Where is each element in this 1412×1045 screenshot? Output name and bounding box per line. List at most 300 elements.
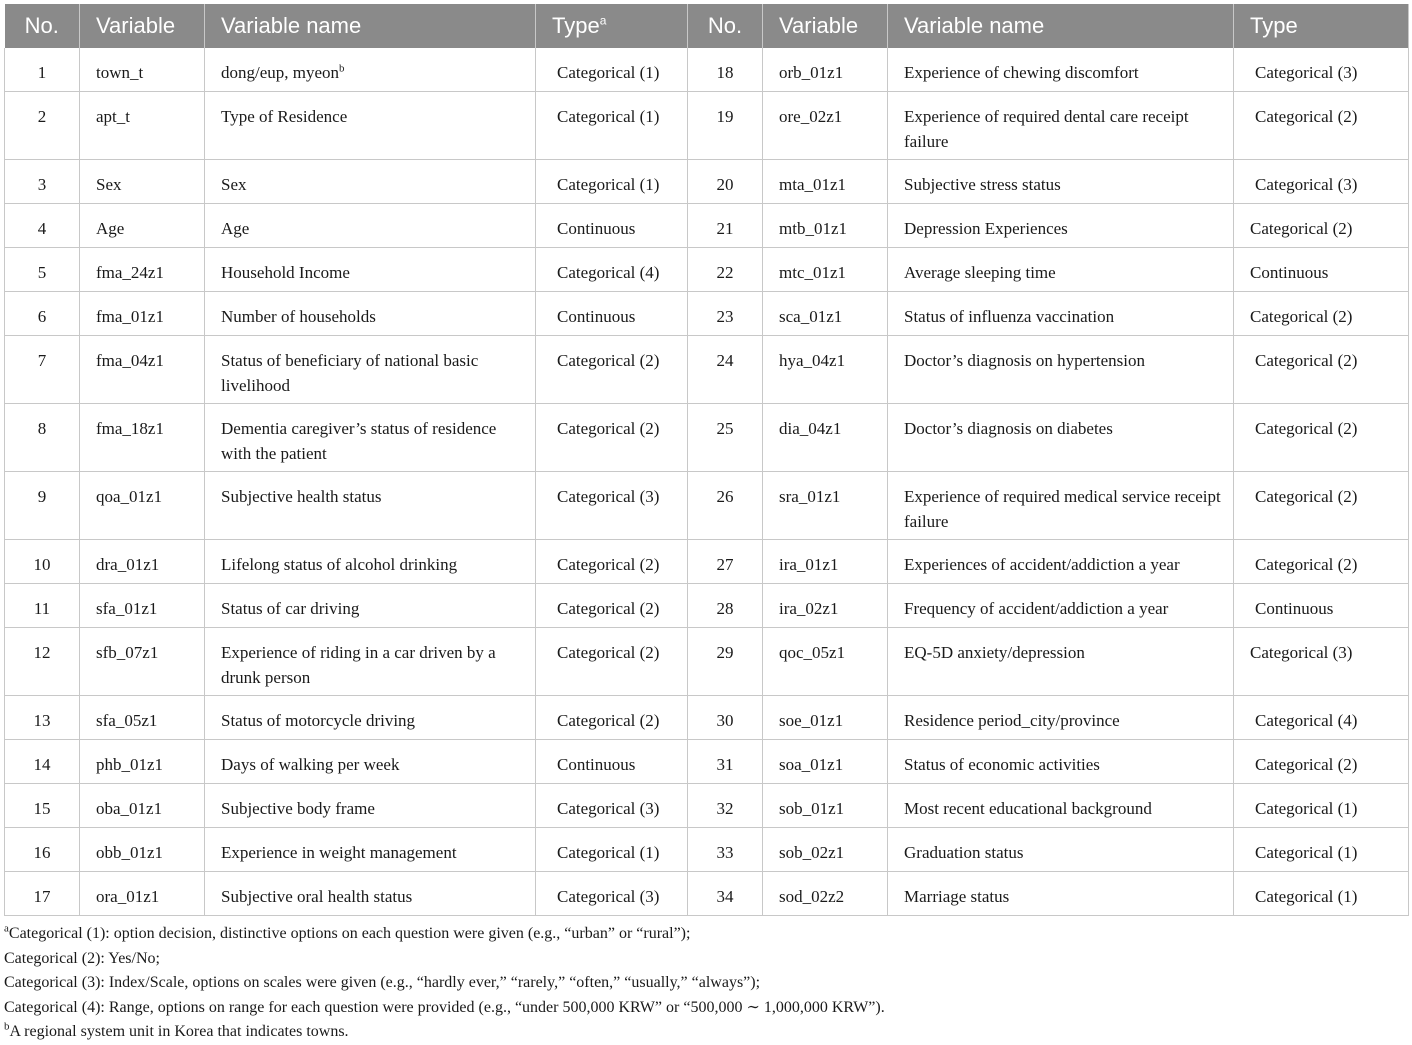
cell-type <box>1234 336 1409 404</box>
cell-no <box>5 404 80 472</box>
footnote-a-line-4: Categorical (4): Range, options on range for each question were provided (e.g., “under 500,000 KRW” or “500,000 ∼ 1,000,000 KRW”). <box>4 998 885 1016</box>
table-row <box>5 784 1409 828</box>
cell-variable-name <box>888 828 1234 872</box>
cell-variable-text: apt_t <box>96 107 130 126</box>
cell-type-text: Continuous <box>557 219 636 238</box>
cell-no <box>688 248 763 292</box>
cell-variable-name <box>888 696 1234 740</box>
cell-variable <box>763 696 888 740</box>
cell-no <box>688 204 763 248</box>
cell-variable <box>80 628 205 696</box>
cell-no-text: 28 <box>716 599 734 618</box>
cell-no <box>688 628 763 696</box>
cell-type-text: Categorical (2) <box>557 351 660 370</box>
cell-variable <box>80 540 205 584</box>
cell-no-text: 15 <box>33 799 51 818</box>
cell-type-text: Categorical (3) <box>1255 175 1358 194</box>
cell-no <box>688 292 763 336</box>
cell-variable-text: qoc_05z1 <box>779 643 846 662</box>
cell-type-text: Categorical (2) <box>1250 307 1353 326</box>
cell-no-text: 1 <box>37 63 47 82</box>
cell-no <box>5 472 80 540</box>
cell-variable <box>80 472 205 540</box>
cell-type-text: Continuous <box>557 755 636 774</box>
cell-variable-text: phb_01z1 <box>96 755 164 774</box>
cell-variable-text: sob_01z1 <box>779 799 845 818</box>
cell-no <box>5 696 80 740</box>
cell-type <box>536 292 688 336</box>
cell-variable-text: sod_02z2 <box>779 887 845 906</box>
cell-variable-name <box>888 472 1234 540</box>
cell-type-text: Categorical (1) <box>557 843 660 862</box>
cell-no-text: 21 <box>716 219 734 238</box>
header-type-label: Type <box>552 13 600 38</box>
cell-variable-text: sca_01z1 <box>779 307 843 326</box>
cell-variable <box>763 404 888 472</box>
cell-variable-text: sfb_07z1 <box>96 643 159 662</box>
cell-no <box>5 160 80 204</box>
cell-variable <box>80 92 205 160</box>
cell-type <box>536 160 688 204</box>
cell-type <box>1234 472 1409 540</box>
cell-variable-name-text: Age <box>221 219 250 238</box>
cell-no-text: 10 <box>33 555 51 574</box>
cell-variable-name <box>205 584 536 628</box>
cell-variable-name <box>205 292 536 336</box>
cell-no-text: 32 <box>716 799 734 818</box>
cell-variable-text: ira_01z1 <box>779 555 839 574</box>
cell-no-text: 17 <box>33 887 51 906</box>
cell-variable-name-text: Number of households <box>221 307 376 326</box>
cell-type-text: Categorical (2) <box>557 599 660 618</box>
cell-no <box>5 784 80 828</box>
cell-no <box>688 92 763 160</box>
cell-type <box>536 248 688 292</box>
cell-no-text: 22 <box>716 263 734 282</box>
table-row <box>5 472 1409 540</box>
cell-variable <box>80 740 205 784</box>
cell-variable-name-text: Subjective health status <box>221 487 382 506</box>
cell-type <box>1234 204 1409 248</box>
cell-no <box>688 584 763 628</box>
cell-no-text: 27 <box>716 555 734 574</box>
cell-variable <box>80 160 205 204</box>
cell-variable-name <box>888 160 1234 204</box>
cell-variable-name <box>888 872 1234 916</box>
cell-variable-text: fma_18z1 <box>96 419 164 438</box>
cell-type-text: Categorical (1) <box>557 107 660 126</box>
cell-variable-name-text: Experience of required medical service receipt failure <box>904 487 1221 531</box>
cell-variable-name-text: Experience of required dental care receipt failure <box>904 107 1189 151</box>
cell-type-text: Categorical (3) <box>557 487 660 506</box>
cell-variable-text: oba_01z1 <box>96 799 163 818</box>
cell-type-text: Categorical (1) <box>1255 887 1358 906</box>
cell-type-text: Categorical (2) <box>557 711 660 730</box>
cell-variable-name-text: Most recent educational background <box>904 799 1152 818</box>
table-row <box>5 204 1409 248</box>
variables-table <box>4 4 1409 916</box>
cell-variable-name-text: Experience of riding in a car driven by a drunk person <box>221 643 496 687</box>
cell-type-text: Categorical (3) <box>1255 63 1358 82</box>
cell-no <box>688 160 763 204</box>
cell-no-text: 8 <box>37 419 47 438</box>
cell-no-text: 6 <box>37 307 47 326</box>
cell-type <box>536 872 688 916</box>
cell-variable <box>80 292 205 336</box>
cell-variable-text: dia_04z1 <box>779 419 842 438</box>
cell-type <box>536 540 688 584</box>
cell-variable-name <box>888 784 1234 828</box>
cell-no-text: 11 <box>33 599 51 618</box>
cell-variable-name <box>888 404 1234 472</box>
cell-no-text: 7 <box>37 351 47 370</box>
cell-variable-name-text: Subjective stress status <box>904 175 1061 194</box>
cell-no <box>5 204 80 248</box>
cell-type-text: Categorical (2) <box>1255 755 1358 774</box>
cell-variable-name-text: Status of influenza vaccination <box>904 307 1115 326</box>
cell-no <box>688 740 763 784</box>
cell-variable-text: ore_02z1 <box>779 107 843 126</box>
header-variable-name-2: Variable name <box>888 4 1234 48</box>
cell-variable-name-text: Status of motorcycle driving <box>221 711 416 730</box>
cell-variable-text: sfa_05z1 <box>96 711 158 730</box>
cell-variable <box>80 48 205 92</box>
cell-variable <box>763 336 888 404</box>
cell-variable-name <box>205 872 536 916</box>
cell-no <box>688 784 763 828</box>
cell-variable-name-text: Doctor’s diagnosis on hypertension <box>904 351 1145 370</box>
cell-variable-text: soe_01z1 <box>779 711 844 730</box>
cell-variable-name <box>888 204 1234 248</box>
cell-variable-text: mta_01z1 <box>779 175 847 194</box>
cell-variable-name-text: Marriage status <box>904 887 1010 906</box>
cell-variable <box>763 472 888 540</box>
cell-variable-name-text: Days of walking per week <box>221 755 400 774</box>
cell-no <box>5 92 80 160</box>
cell-type-text: Continuous <box>1255 599 1334 618</box>
cell-variable-text: fma_04z1 <box>96 351 164 370</box>
cell-variable <box>80 784 205 828</box>
cell-variable-name-text: Status of beneficiary of national basic livelihood <box>221 351 479 395</box>
cell-type-text: Categorical (2) <box>557 643 660 662</box>
cell-type <box>1234 584 1409 628</box>
cell-type-text: Categorical (4) <box>557 263 660 282</box>
cell-variable <box>763 584 888 628</box>
cell-no-text: 31 <box>716 755 734 774</box>
table-row <box>5 160 1409 204</box>
cell-variable-name-text: Experience in weight management <box>221 843 457 862</box>
cell-variable <box>763 204 888 248</box>
cell-variable-name-text: Subjective body frame <box>221 799 375 818</box>
cell-type <box>1234 828 1409 872</box>
header-no-2: No. <box>688 4 763 48</box>
cell-variable <box>763 628 888 696</box>
cell-no-text: 23 <box>716 307 734 326</box>
table-row <box>5 584 1409 628</box>
cell-type-text: Categorical (1) <box>557 175 660 194</box>
cell-type <box>1234 872 1409 916</box>
cell-variable-name <box>888 740 1234 784</box>
cell-no <box>5 292 80 336</box>
cell-type-text: Categorical (2) <box>1255 419 1358 438</box>
cell-no <box>5 740 80 784</box>
footnote-b-mark: b <box>4 1021 10 1034</box>
cell-no-text: 13 <box>33 711 51 730</box>
cell-type <box>1234 248 1409 292</box>
cell-variable-name <box>205 248 536 292</box>
cell-variable-text: sra_01z1 <box>779 487 841 506</box>
footnote-a-text-1: Categorical (1): option decision, distinctive options on each question were given (e.g., “urban” or “rural”); <box>8 925 691 942</box>
cell-variable-text: obb_01z1 <box>96 843 164 862</box>
cell-variable <box>763 784 888 828</box>
table-row <box>5 404 1409 472</box>
cell-variable-name-text: Subjective oral health status <box>221 887 413 906</box>
header-type-2: Type <box>1234 4 1409 48</box>
cell-variable-text: soa_01z1 <box>779 755 844 774</box>
cell-no-text: 4 <box>37 219 47 238</box>
cell-type <box>1234 540 1409 584</box>
cell-variable-name <box>205 628 536 696</box>
cell-type <box>1234 740 1409 784</box>
cell-no-text: 34 <box>716 887 734 906</box>
cell-type <box>1234 160 1409 204</box>
cell-variable-name-text: Dementia caregiver’s status of residence with the patient <box>221 419 497 463</box>
cell-variable-text: Sex <box>96 175 122 194</box>
cell-no-text: 18 <box>716 63 734 82</box>
cell-type <box>1234 628 1409 696</box>
cell-variable-name <box>888 584 1234 628</box>
cell-variable <box>763 48 888 92</box>
cell-no <box>5 584 80 628</box>
header-no: No. <box>5 4 80 48</box>
cell-no-text: 9 <box>37 487 47 506</box>
cell-type-text: Continuous <box>1250 263 1329 282</box>
table-row <box>5 336 1409 404</box>
table-row <box>5 92 1409 160</box>
cell-no <box>688 540 763 584</box>
cell-type-text: Categorical (2) <box>1255 107 1358 126</box>
cell-variable-name <box>888 540 1234 584</box>
cell-no-text: 25 <box>716 419 734 438</box>
cell-variable-name-text: Experience of chewing discomfort <box>904 63 1139 82</box>
cell-variable-name <box>205 92 536 160</box>
cell-type-text: Categorical (3) <box>557 799 660 818</box>
table-body <box>5 48 1409 916</box>
table-footnotes <box>4 922 1408 1045</box>
cell-no <box>5 828 80 872</box>
cell-no-text: 12 <box>33 643 51 662</box>
cell-variable-text: Age <box>96 219 125 238</box>
cell-variable-name <box>205 784 536 828</box>
cell-variable-name <box>205 540 536 584</box>
cell-no <box>5 540 80 584</box>
cell-variable-text: dra_01z1 <box>96 555 160 574</box>
cell-variable <box>763 292 888 336</box>
cell-variable-text: mtc_01z1 <box>779 263 847 282</box>
cell-type <box>536 696 688 740</box>
cell-variable-name <box>205 828 536 872</box>
cell-type-text: Categorical (1) <box>1255 799 1358 818</box>
cell-type-text: Categorical (1) <box>1255 843 1358 862</box>
cell-no-text: 2 <box>37 107 47 126</box>
header-variable-name: Variable name <box>205 4 536 48</box>
cell-type <box>536 628 688 696</box>
cell-variable <box>80 336 205 404</box>
cell-no-text: 29 <box>716 643 734 662</box>
cell-variable <box>763 92 888 160</box>
cell-variable-name <box>888 248 1234 292</box>
cell-variable-name-text: Depression Experiences <box>904 219 1068 238</box>
footnote-a-mark: a <box>4 922 9 935</box>
cell-type <box>1234 404 1409 472</box>
cell-variable-name-text: dong/eup, myeon <box>221 63 340 82</box>
cell-type-text: Categorical (1) <box>557 63 660 82</box>
cell-type <box>536 784 688 828</box>
cell-variable-text: town_t <box>96 63 144 82</box>
cell-no <box>688 828 763 872</box>
cell-type-text: Categorical (2) <box>1255 487 1358 506</box>
cell-no <box>5 48 80 92</box>
table-row <box>5 48 1409 92</box>
cell-no <box>688 872 763 916</box>
table-container <box>4 4 1408 1045</box>
cell-no-text: 5 <box>37 263 47 282</box>
cell-variable <box>80 696 205 740</box>
cell-variable-text: fma_24z1 <box>96 263 164 282</box>
cell-type <box>1234 784 1409 828</box>
cell-type <box>1234 292 1409 336</box>
header-variable: Variable <box>80 4 205 48</box>
cell-type <box>536 472 688 540</box>
footnote-a-line-1 <box>4 922 1408 947</box>
cell-no-text: 30 <box>716 711 734 730</box>
cell-variable <box>80 204 205 248</box>
cell-variable-text: ira_02z1 <box>779 599 839 618</box>
table-row <box>5 828 1409 872</box>
cell-variable-name <box>888 292 1234 336</box>
table-header-row <box>5 4 1409 48</box>
cell-type-text: Categorical (2) <box>1255 555 1358 574</box>
cell-variable <box>80 828 205 872</box>
cell-no-text: 24 <box>716 351 734 370</box>
cell-type-text: Categorical (2) <box>1255 351 1358 370</box>
cell-type <box>536 740 688 784</box>
cell-type <box>536 336 688 404</box>
cell-no-text: 3 <box>37 175 47 194</box>
cell-variable-text: fma_01z1 <box>96 307 164 326</box>
cell-no <box>5 248 80 292</box>
cell-type-text: Categorical (2) <box>557 419 660 438</box>
cell-type <box>1234 48 1409 92</box>
cell-no <box>5 872 80 916</box>
cell-type <box>536 828 688 872</box>
header-variable-2: Variable <box>763 4 888 48</box>
cell-no <box>688 472 763 540</box>
cell-no <box>688 696 763 740</box>
cell-variable-text: mtb_01z1 <box>779 219 847 238</box>
cell-variable-name-text: Frequency of accident/addiction a year <box>904 599 1169 618</box>
cell-variable-name <box>205 336 536 404</box>
cell-variable <box>80 584 205 628</box>
cell-variable <box>763 740 888 784</box>
footnote-b-text: A regional system unit in Korea that indicates towns. <box>9 1023 349 1041</box>
cell-variable-name-text: Average sleeping time <box>904 263 1056 282</box>
cell-type <box>1234 92 1409 160</box>
cell-type-text: Continuous <box>557 307 636 326</box>
cell-variable-name-text: EQ-5D anxiety/depression <box>904 643 1085 662</box>
cell-variable <box>80 248 205 292</box>
cell-variable-name <box>205 48 536 92</box>
cell-no <box>688 336 763 404</box>
cell-type-text: Categorical (3) <box>1250 643 1353 662</box>
cell-variable-name <box>205 696 536 740</box>
cell-no-text: 14 <box>33 755 51 774</box>
cell-variable-name-text: Type of Residence <box>221 107 348 126</box>
table-row <box>5 540 1409 584</box>
cell-variable-name-text: Household Income <box>221 263 350 282</box>
cell-variable-name <box>205 404 536 472</box>
cell-variable-name-text: Graduation status <box>904 843 1024 862</box>
cell-variable-name-text: Status of car driving <box>221 599 360 618</box>
header-type <box>536 4 688 48</box>
cell-type-text: Categorical (3) <box>557 887 660 906</box>
cell-no-text: 19 <box>716 107 734 126</box>
cell-variable-text: sob_02z1 <box>779 843 845 862</box>
cell-variable-name-text: Sex <box>221 175 247 194</box>
cell-no <box>5 628 80 696</box>
cell-variable-name <box>888 48 1234 92</box>
cell-variable <box>763 160 888 204</box>
cell-no-text: 16 <box>33 843 51 862</box>
cell-variable-name <box>205 472 536 540</box>
table-row <box>5 292 1409 336</box>
cell-no <box>5 336 80 404</box>
cell-variable <box>763 872 888 916</box>
cell-variable-name <box>888 628 1234 696</box>
footnote-b-line <box>4 1020 1408 1045</box>
cell-no-text: 26 <box>716 487 734 506</box>
cell-variable-text: sfa_01z1 <box>96 599 158 618</box>
cell-type <box>536 92 688 160</box>
cell-variable <box>80 404 205 472</box>
cell-no <box>688 404 763 472</box>
cell-variable-name-text: Residence period_city/province <box>904 711 1120 730</box>
cell-variable-text: ora_01z1 <box>96 887 160 906</box>
cell-type <box>1234 696 1409 740</box>
table-row <box>5 696 1409 740</box>
cell-variable-name <box>888 336 1234 404</box>
cell-variable-name <box>888 92 1234 160</box>
cell-type <box>536 404 688 472</box>
footnote-b-ref: b <box>339 62 345 75</box>
cell-variable-name-text: Status of economic activities <box>904 755 1100 774</box>
cell-no-text: 33 <box>716 843 734 862</box>
cell-type-text: Categorical (2) <box>557 555 660 574</box>
table-row <box>5 628 1409 696</box>
cell-type <box>536 584 688 628</box>
footnote-a-line-2: Categorical (2): Yes/No; <box>4 949 160 967</box>
cell-type-text: Categorical (2) <box>1250 219 1353 238</box>
cell-variable <box>763 540 888 584</box>
table-row <box>5 740 1409 784</box>
cell-variable-name <box>205 740 536 784</box>
table-row <box>5 872 1409 916</box>
cell-variable-name-text: Lifelong status of alcohol drinking <box>221 555 458 574</box>
table-row <box>5 248 1409 292</box>
footnote-a-line-3: Categorical (3): Index/Scale, options on scales were given (e.g., “hardly ever,” “rarely,” “often,” “usually,” “always”); <box>4 974 761 992</box>
cell-type <box>536 204 688 248</box>
cell-variable-name <box>205 204 536 248</box>
